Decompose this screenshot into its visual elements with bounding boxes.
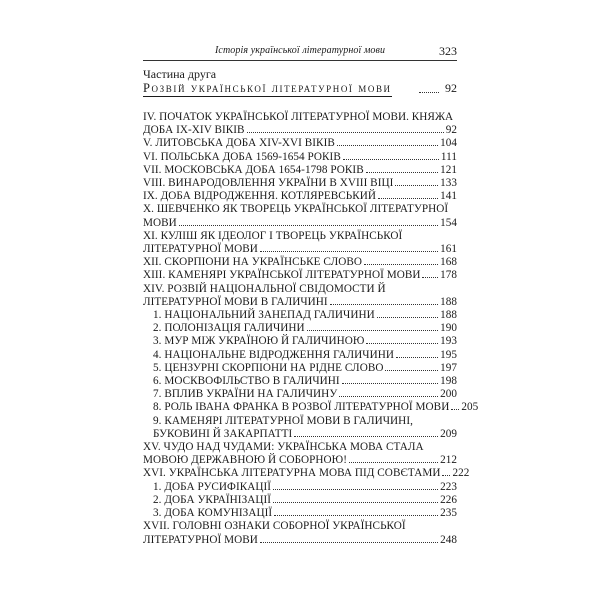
toc-entry: [143, 322, 457, 335]
dot-leader: [330, 304, 438, 305]
toc-entry: [143, 494, 457, 507]
dot-leader: [273, 489, 438, 490]
toc-page-number: 195: [440, 348, 457, 361]
toc-page-number: 222: [452, 467, 470, 480]
toc-page-number: 223: [440, 480, 457, 493]
toc-entry: [143, 230, 457, 256]
toc-entry: [143, 309, 457, 322]
toc-entry-title: ЛІТЕРАТУРНОЇ МОВИ В ГАЛИЧИНІ: [143, 295, 328, 308]
dot-leader: [451, 409, 459, 410]
toc-entry: [143, 164, 457, 177]
toc-entry-title: МОВОЮ ДЕРЖАВНОЮ Й СОБОРНОЮ!: [143, 454, 347, 467]
toc-entry-title: 7. ВПЛИВ УКРАЇНИ НА ГАЛИЧИНУ: [153, 388, 338, 401]
toc-page-number: 248: [440, 533, 457, 546]
toc-page-number: 235: [440, 507, 457, 520]
dot-leader: [260, 251, 438, 252]
toc-entry-title: 8. РОЛЬ ІВАНА ФРАНКА В РОЗВОЇ ЛІТЕРАТУРНОЇ МОВИ: [153, 401, 450, 414]
part-label: Частина друга: [143, 67, 217, 81]
toc-entry-last-line: [143, 375, 457, 388]
toc-entry-title: XII. СКОРПІОНИ НА УКРАЇНСЬКЕ СЛОВО: [143, 256, 362, 269]
toc-page-number: 104: [440, 137, 457, 150]
toc-entry-last-line: [143, 494, 457, 507]
toc-entry-title: ЛІТЕРАТУРНОЇ МОВИ: [143, 533, 258, 546]
dot-leader: [247, 132, 444, 133]
toc-entry-title-line: XV. ЧУДО НАД ЧУДАМИ: УКРАЇНСЬКА МОВА СТАЛА: [143, 441, 424, 454]
toc-page-number: 190: [440, 322, 457, 335]
dot-leader: [342, 383, 438, 384]
toc-entry-title: 2. ПОЛОНІЗАЦІЯ ГАЛИЧИНИ: [153, 322, 305, 335]
toc-entry-title: ЛІТЕРАТУРНОЇ МОВИ: [143, 243, 258, 256]
toc-entry-title-line: XVII. ГОЛОВНІ ОЗНАКИ СОБОРНОЇ УКРАЇНСЬКОЇ: [143, 520, 406, 533]
toc-entry-title: 1. НАЦІОНАЛЬНИЙ ЗАНЕПАД ГАЛИЧИНИ: [153, 309, 375, 322]
toc-entry-last-line: [143, 151, 457, 164]
toc-page-number: 226: [440, 493, 457, 506]
dot-leader: [366, 172, 438, 173]
toc-page-number: 178: [440, 269, 457, 282]
dot-leader: [396, 357, 438, 358]
toc-page-number: 154: [440, 216, 457, 229]
toc-entry-last-line: [143, 388, 457, 401]
dot-leader: [395, 185, 438, 186]
toc-entry: [143, 388, 457, 401]
toc-entry: [143, 111, 457, 137]
toc-entry-last-line: [143, 534, 457, 547]
part-page-number: 92: [445, 81, 457, 95]
toc-entry-title-line: X. ШЕВЧЕНКО ЯК ТВОРЕЦЬ УКРАЇНСЬКОЇ ЛІТЕРАТУРНОЇ: [143, 203, 449, 216]
toc-entry-last-line: [143, 269, 457, 282]
part-heading: [143, 67, 457, 96]
toc-entry: [143, 335, 457, 348]
toc-entry: [143, 151, 457, 164]
toc-page-number: 200: [440, 388, 457, 401]
toc-entry-title: 3. ДОБА КОМУНІЗАЦІЇ: [153, 507, 273, 520]
toc-page-number: 197: [440, 361, 457, 374]
dot-leader: [378, 198, 438, 199]
toc-entry: [143, 137, 457, 150]
toc-entry: [143, 177, 457, 190]
dot-leader: [377, 317, 438, 318]
toc-entry: [143, 283, 457, 309]
toc-entry-title: V. ЛИТОВСЬКА ДОБА XIV-XVI ВІКІВ: [143, 137, 335, 150]
toc-entry: [143, 269, 457, 282]
toc-entry-title: 4. НАЦІОНАЛЬНЕ ВІДРОДЖЕННЯ ГАЛИЧИНИ: [153, 348, 394, 361]
toc-entry-title: XIII. КАМЕНЯРІ УКРАЇНСЬКОЇ ЛІТЕРАТУРНОЇ МОВИ: [143, 269, 421, 282]
dot-leader: [366, 343, 438, 344]
toc-entry-title: ДОБА IX-XIV ВІКІВ: [143, 124, 245, 137]
toc-page-number: 188: [440, 295, 457, 308]
toc-entry: [143, 481, 457, 494]
toc-page-number: 121: [440, 163, 457, 176]
dot-leader: [422, 277, 438, 278]
toc-page-number: 92: [445, 124, 457, 137]
toc-entry-last-line: [143, 309, 457, 322]
toc-entry-last-line: [143, 335, 457, 348]
dot-leader: [273, 502, 438, 503]
toc-entry-last-line: [143, 467, 470, 480]
toc-page-number: 209: [440, 427, 457, 440]
toc-entry-title: VI. ПОЛЬСЬКА ДОБА 1569-1654 РОКІВ: [143, 150, 341, 163]
toc-entry-title: 2. ДОБА УКРАЇНІЗАЦІЇ: [153, 493, 272, 506]
toc-entry-title: VII. МОСКОВСЬКА ДОБА 1654-1798 РОКІВ: [143, 163, 364, 176]
page-number: 323: [439, 44, 457, 58]
dot-leader: [419, 92, 439, 93]
toc-page-number: 161: [440, 243, 457, 256]
toc-entry-title: 5. ЦЕНЗУРНІ СКОРПІОНИ НА РІДНЕ СЛОВО: [153, 361, 384, 374]
toc-entry-last-line: [143, 177, 457, 190]
toc-entry-title-line: XIV. РОЗВІЙ НАЦІОНАЛЬНОЇ СВІДОМОСТИ Й: [143, 282, 386, 295]
dot-leader: [337, 145, 438, 146]
dot-leader: [364, 264, 438, 265]
toc-page-number: 193: [440, 335, 457, 348]
toc-entry-title: 6. МОСКВОФІЛЬСТВО В ГАЛИЧИНІ: [153, 375, 340, 388]
toc-entry: [143, 349, 457, 362]
toc-page-number: 212: [440, 454, 457, 467]
toc-entry: [143, 203, 457, 229]
toc-entry-last-line: [143, 428, 457, 441]
toc-entry-last-line: [143, 164, 457, 177]
toc-page-number: 133: [440, 177, 457, 190]
toc-entry-last-line: [143, 124, 457, 137]
toc-entry-last-line: [143, 349, 457, 362]
toc-entry-last-line: [143, 481, 457, 494]
toc-entry-title: 3. МУР МІЖ УКРАЇНОЮ Й ГАЛИЧИНОЮ: [153, 335, 365, 348]
dot-leader: [339, 396, 438, 397]
dot-leader: [260, 542, 438, 543]
toc-entry-title: IX. ДОБА ВІДРОДЖЕННЯ. КОТЛЯРЕВСЬКИЙ: [143, 190, 377, 203]
toc-entry-title: 1. ДОБА РУСИФІКАЦІЇ: [153, 480, 272, 493]
part-title-row: [143, 81, 457, 96]
toc-entry-title: VIII. ВИНАРОДОВЛЕННЯ УКРАЇНИ В XVIII ВІЦІ: [143, 177, 394, 190]
dot-leader: [179, 225, 438, 226]
toc-entry: [143, 256, 457, 269]
running-header: [143, 44, 457, 60]
toc-page-number: 198: [440, 375, 457, 388]
toc-entry-last-line: [143, 190, 457, 203]
toc-entry: [143, 190, 457, 203]
toc-entry-last-line: [143, 296, 457, 309]
dot-leader: [343, 159, 439, 160]
toc-entry-last-line: [143, 137, 457, 150]
dot-leader: [307, 330, 438, 331]
dot-leader: [294, 436, 438, 437]
toc-entry-title: БУКОВИНІ Й ЗАКАРПАТТІ: [153, 427, 293, 440]
part-title: Розвій української літературної мови: [143, 81, 392, 95]
toc-page-number: 111: [440, 150, 457, 163]
toc-entry-title-line: 9. КАМЕНЯРІ ЛІТЕРАТУРНОЇ МОВИ В ГАЛИЧИНІ,: [153, 414, 413, 427]
toc-page-number: 205: [461, 401, 479, 414]
dot-leader: [274, 515, 438, 516]
toc-entry-last-line: [143, 256, 457, 269]
toc-entry: [143, 467, 470, 480]
toc-entry-last-line: [143, 454, 457, 467]
toc-entry: [143, 415, 457, 441]
toc-entry: [143, 441, 457, 467]
toc-entry-title-line: IV. ПОЧАТОК УКРАЇНСЬКОЇ ЛІТЕРАТУРНОЇ МОВИ. КНЯЖА: [143, 111, 454, 123]
toc-entry-last-line: [143, 362, 457, 375]
toc-entry-last-line: [143, 322, 457, 335]
toc-entry: [143, 362, 457, 375]
dot-leader: [385, 370, 438, 371]
table-of-contents: [143, 111, 479, 547]
toc-entry-title-line: XI. КУЛІШ ЯК ІДЕОЛОГ І ТВОРЕЦЬ УКРАЇНСЬКОЇ: [143, 229, 403, 242]
toc-page-number: 168: [440, 256, 457, 269]
toc-entry-last-line: [143, 401, 479, 414]
dot-leader: [442, 475, 450, 476]
toc-page-number: 141: [440, 190, 457, 203]
toc-entry-title: МОВИ: [143, 216, 177, 229]
toc-entry: [143, 375, 457, 388]
toc-entry: [143, 507, 457, 520]
toc-entry-last-line: [143, 217, 457, 230]
toc-entry-title: XVI. УКРАЇНСЬКА ЛІТЕРАТУРНА МОВА ПІД СОВЄТАМИ: [143, 467, 441, 480]
dot-leader: [349, 462, 438, 463]
toc-entry: [143, 401, 479, 414]
toc-entry-last-line: [143, 243, 457, 256]
running-title: Історія української літературної мови: [215, 45, 386, 56]
toc-entry: [143, 520, 457, 546]
toc-page-number: 188: [440, 309, 457, 322]
toc-entry-last-line: [143, 507, 457, 520]
header-rule: [143, 60, 457, 61]
